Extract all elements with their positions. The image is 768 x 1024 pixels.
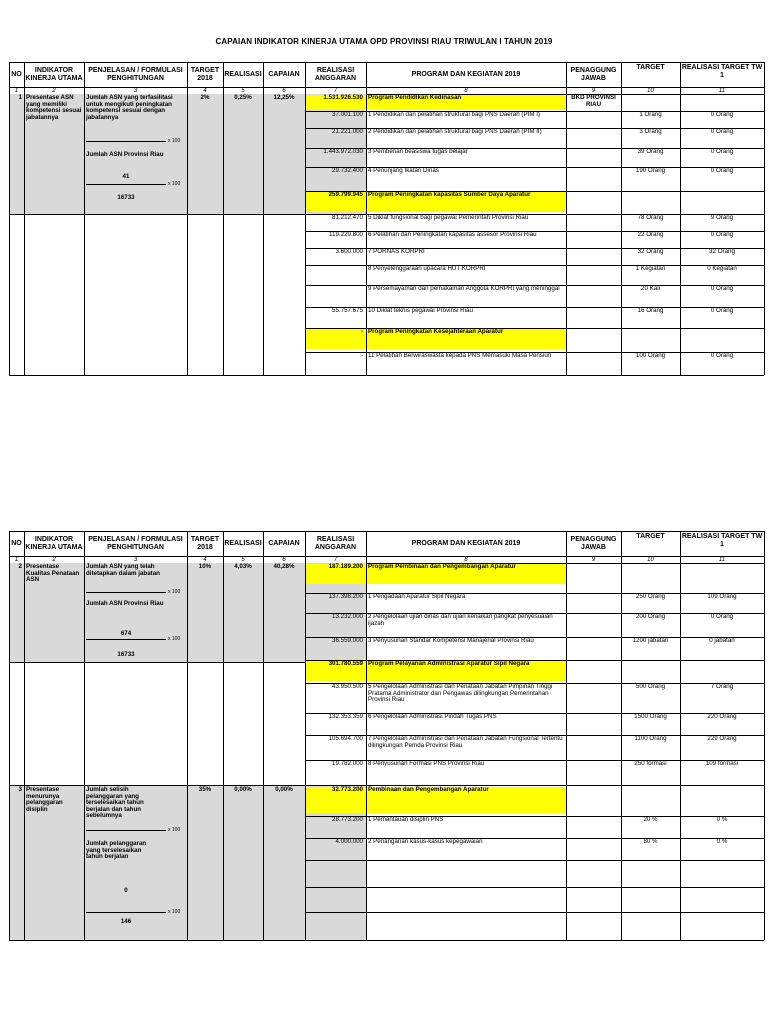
grid-line xyxy=(305,887,764,888)
t1-target: 2% xyxy=(200,94,210,101)
column-number: 6 xyxy=(282,88,286,94)
t2-anggaran-value: 132.353.359 xyxy=(328,713,363,720)
t2-target-value: 250 formasi xyxy=(634,760,667,767)
t2-anggaran-value: 13.232.000 xyxy=(332,613,363,620)
t3-program-item: 1 Pemantauan disiplin PNS xyxy=(368,816,444,823)
t1-anggaran-value: 119.229.800 xyxy=(329,231,363,238)
column-number: 8 xyxy=(464,557,468,563)
t2-target-value: 1200 jabatan xyxy=(632,637,669,644)
grid-line xyxy=(84,563,85,940)
grid-line xyxy=(764,62,765,94)
grid-line xyxy=(263,62,264,94)
t2-target-value: 1100 Orang xyxy=(634,735,667,742)
t1-target-value: 100 Orang xyxy=(635,352,666,359)
t1-realisasi-target-value: 0 Orang xyxy=(710,167,734,174)
t2-fraction-line xyxy=(86,592,166,593)
header-indikator: INDIKATOR KINERJA UTAMA xyxy=(25,536,83,551)
column-number: 2 xyxy=(52,557,56,563)
grid-line xyxy=(9,531,10,563)
t1-target-value: 3 Orang xyxy=(639,128,662,135)
t2-target-value: 200 Orang xyxy=(635,613,666,620)
grid-line xyxy=(223,94,224,375)
t3-capaian: 0,00% xyxy=(275,786,293,793)
page-title: CAPAIAN INDIKATOR KINERJA UTAMA OPD PROVINSI RIAU TRIWULAN I TAHUN 2019 xyxy=(215,37,553,46)
header-realisasi: REALISASI xyxy=(224,71,262,79)
header-realtarget: REALISASI TARGET TW 1 xyxy=(681,64,763,79)
grid-line xyxy=(9,62,10,94)
t2-capaian: 40,28% xyxy=(273,563,295,570)
grid-line xyxy=(84,62,85,94)
column-number: 1 xyxy=(14,557,19,563)
column-number: 10 xyxy=(647,557,654,563)
t1-capaian: 12,25% xyxy=(273,94,295,101)
grid-line xyxy=(621,563,622,940)
grid-line xyxy=(680,531,681,563)
t1-target-value: 32 Orang xyxy=(637,248,664,255)
t1-program-item: 2 Pendidikan dan pelatihan struktural bagi PNS Daerah (PIM II) xyxy=(368,128,542,135)
t1-anggaran-value: 37.001.100 xyxy=(332,111,363,118)
header-anggaran: REALISASI ANGGARAN xyxy=(314,67,357,82)
t1-program-item: 5 Diklat fungsional bagi pegawai Pemerintah Provinsi Riau xyxy=(368,214,529,221)
t1-program-item: Program Pendidikan Kedinasan xyxy=(368,94,462,101)
t2-no: 2 xyxy=(18,563,22,570)
t2-target-value: 1500 Orang xyxy=(634,713,667,720)
t1-realisasi-target-value: 0 Orang xyxy=(710,352,734,359)
grid-line xyxy=(9,556,764,557)
header-realtarget: REALISASI TARGET TW 1 xyxy=(681,533,763,548)
grid-line xyxy=(366,531,367,563)
grid-line xyxy=(24,94,25,375)
grid-line xyxy=(305,62,306,94)
t3-anggaran-value: 4.000.000 xyxy=(335,838,363,845)
grid-line xyxy=(305,860,764,861)
column-number: 11 xyxy=(718,557,726,563)
t1-target-value: 1 Kegiatan xyxy=(635,265,666,272)
header-penanggung: PENAGGUNG JAWAB xyxy=(570,67,617,82)
column-number: 9 xyxy=(591,557,596,563)
grid-line xyxy=(680,62,681,94)
t2-realisasi-target-value: 109 Orang xyxy=(707,593,737,600)
t2-denominator-label: Jumlah ASN Provinsi Riau xyxy=(86,600,164,607)
grid-line xyxy=(9,214,305,215)
t1-times-100: x 100 xyxy=(168,138,181,144)
header-penjelasan: PENJELASAN / FORMULASI PENGHITUNGAN xyxy=(88,67,183,82)
column-number: 7 xyxy=(333,88,338,94)
t1-realisasi-target-value: 9 Orang xyxy=(710,214,734,221)
grid-line xyxy=(366,563,367,940)
t2-anggaran-value: 19.782.000 xyxy=(332,760,363,767)
t3-no: 3 xyxy=(18,786,22,793)
header-target: TARGET 2018 xyxy=(190,67,220,82)
column-number: 7 xyxy=(333,557,338,563)
header-capaian: CAPAIAN xyxy=(268,540,300,548)
t2-target: 10% xyxy=(198,563,212,570)
t2-anggaran-value: 105.694.700 xyxy=(328,735,363,742)
t1-program-item: 10 Diklat teknis pegawai Provinsi Riau xyxy=(368,307,473,314)
grid-line xyxy=(9,940,764,941)
t1-anggaran-value: 29.732.400 xyxy=(332,167,363,174)
t1-target-value: 78 Orang xyxy=(637,214,664,221)
grid-line xyxy=(764,94,765,375)
grid-line xyxy=(366,94,367,375)
t1-target-value: 39 Orang xyxy=(637,148,664,155)
t1-target-value: 190 Orang xyxy=(635,167,666,174)
t1-realisasi-target-value: 32 Orang xyxy=(709,248,735,255)
t2-anggaran-value: 36.559.000 xyxy=(332,637,363,644)
t2-realisasi-target-value: 0 Orang xyxy=(710,613,734,620)
grid-line xyxy=(366,62,367,94)
t1-program-item: Program Peningkatan kapasitas Sumber Daya Aparatur xyxy=(368,191,531,198)
grid-line xyxy=(621,94,622,375)
column-number: 8 xyxy=(464,88,468,94)
grid-line xyxy=(223,563,224,940)
t3-realisasi-target-value: 0 % xyxy=(716,816,728,823)
grid-line xyxy=(24,563,25,940)
t1-no: 1 xyxy=(18,94,22,101)
t1-target-value: 22 Orang xyxy=(637,231,664,238)
t3-times-100-2: x 100 xyxy=(168,909,181,915)
t1-program-item: 9 Persemayaman dan pemakaman Anggota KORPRI yang meninggal xyxy=(368,285,560,292)
t1-realisasi-target-value: 0 Kegiatan xyxy=(707,265,737,272)
column-number: 5 xyxy=(241,88,245,94)
t2-fraction-line-2 xyxy=(86,639,166,640)
column-number: 3 xyxy=(133,88,138,94)
t3-anggaran-value: 28.773.200 xyxy=(332,816,363,823)
column-number: 10 xyxy=(647,88,654,94)
t2-realisasi-target-value: 7 Orang xyxy=(710,683,734,690)
t1-program-item: 3 Pemberian beasiswa tugas belajar xyxy=(368,148,468,155)
column-number: 11 xyxy=(718,88,726,94)
header-target2: TARGET xyxy=(636,533,665,540)
t1-program-item: 11 Pelatihan Berwiraswasta kepada PNS Memasuki Masa Pensiun xyxy=(368,352,552,359)
grid-line xyxy=(187,62,188,94)
t2-realisasi: 4,03% xyxy=(234,563,252,570)
t2-realisasi-target-value: 109 formasi xyxy=(705,760,739,767)
t2-program-item: Program Pelayanan Administrasi Aparatur Sipil Negara xyxy=(368,660,530,667)
grid-line xyxy=(84,94,85,375)
t3-realisasi-target-value: 0 % xyxy=(716,838,728,845)
grid-line xyxy=(9,94,10,375)
grid-line xyxy=(566,94,567,375)
t1-program-item: 7 PORNAS KORPRI xyxy=(368,248,425,255)
t1-realisasi-target-value: 0 Orang xyxy=(710,285,734,292)
column-number: 4 xyxy=(203,557,207,563)
t1-program-item: Program Peningkatan Kesejahteraan Aparatur xyxy=(368,328,504,335)
t3-denominator: 146 xyxy=(120,918,132,925)
t1-target-value: 1 Orang xyxy=(639,111,662,118)
t3-program-item: 2 Penanganan kasus-kasus kepegawaian xyxy=(368,838,483,845)
t1-denominator: 16733 xyxy=(117,194,135,201)
grid-line xyxy=(9,662,305,663)
grid-line xyxy=(187,531,188,563)
t1-realisasi-target-value: 0 Orang xyxy=(710,148,734,155)
header-capaian: CAPAIAN xyxy=(268,71,300,79)
t2-program-item: 7 Pengelolaan Administrasi dan Penataan Jabatan Fungsional Tertentu dilingkungan Pemda Provinsi Riau xyxy=(368,735,563,749)
header-target2: TARGET xyxy=(636,64,665,71)
grid-line xyxy=(9,531,764,532)
column-number: 5 xyxy=(241,557,245,563)
t3-realisasi: 0,00% xyxy=(234,786,252,793)
t1-anggaran-value: 55.757.675 xyxy=(332,307,363,314)
t1-numerator-label: Jumlah ASN yang terfasilitasi untuk mengikuti peningkatan kompetensi sesuai dengan jabatannya xyxy=(86,94,173,121)
grid-line xyxy=(305,912,764,913)
grid-line xyxy=(187,94,188,375)
t3-times-100: x 100 xyxy=(168,827,181,833)
header-penanggung: PENAGGUNG JAWAB xyxy=(570,536,617,551)
t2-program-item: 1 Pengadaan Aparatur Sipil Negara xyxy=(368,593,466,600)
t3-program-item: Pembinaan dan Pengembangan Aparatur xyxy=(368,786,489,793)
header-program: PROGRAM DAN KEGIATAN 2019 xyxy=(411,540,521,548)
grid-line xyxy=(187,563,188,940)
grid-line xyxy=(9,563,10,940)
grid-line xyxy=(223,531,224,563)
t1-realisasi-target-value: 0 Orang xyxy=(710,231,734,238)
grid-line xyxy=(566,62,567,94)
t3-fraction-line xyxy=(86,830,166,831)
column-number: 4 xyxy=(203,88,207,94)
grid-line xyxy=(764,563,765,940)
t1-anggaran-value: 21.221.000 xyxy=(332,128,363,135)
t1-program-item: 4 Penunjang Ikatan Dinas xyxy=(368,167,439,174)
t1-denominator-label: Jumlah ASN Provinsi Riau xyxy=(86,151,164,158)
grid-line xyxy=(84,531,85,563)
t1-fraction-line-2 xyxy=(86,184,166,185)
t1-indikator: Presentase ASN yang memiliki kompetensi sesuai jabatannya xyxy=(26,94,82,121)
t3-anggaran-value: 32.773.200 xyxy=(332,786,363,793)
column-number: 2 xyxy=(52,88,56,94)
grid-line xyxy=(24,531,25,563)
column-number: 6 xyxy=(282,557,286,563)
t1-realisasi: 0,25% xyxy=(234,94,252,101)
grid-line xyxy=(223,62,224,94)
column-number: 3 xyxy=(133,557,138,563)
grid-line xyxy=(764,531,765,563)
t1-anggaran-value: - xyxy=(360,328,363,335)
t2-realisasi-target-value: 229 Orang xyxy=(707,735,737,742)
t2-program-item: 3 Penyusunan Standar Kompetensi Manajerial Provinsi Riau xyxy=(368,637,534,644)
header-realisasi: REALISASI xyxy=(224,540,262,548)
grid-line xyxy=(621,531,622,563)
t3-denominator-label: Jumlah pelanggaran yang terselesaikan tahun berjalan xyxy=(86,840,147,860)
t3-numerator: 0 xyxy=(124,887,128,894)
t2-program-item: Program Pembinaan dan Pengembangan Aparatur xyxy=(368,563,516,570)
t2-program-item: 6 Pengelolaan Administrasi Pindah Tugas PNS xyxy=(368,713,497,720)
t2-realisasi-target-value: 220 Orang xyxy=(707,713,737,720)
grid-line xyxy=(305,531,306,563)
grid-line xyxy=(9,62,764,63)
t2-realisasi-target-value: 0 jabatan xyxy=(709,637,735,644)
column-number: 1 xyxy=(14,88,19,94)
t2-times-100-2: x 100 xyxy=(168,636,181,642)
t3-numerator-label: Jumlah selisih pelanggaran yang terselesaikan tahun berjalan dan tahun sebelumnya xyxy=(86,786,144,819)
t1-target-value: 20 Kali xyxy=(641,285,660,292)
grid-line xyxy=(263,563,264,940)
grid-line xyxy=(680,94,681,375)
t1-anggaran-value: 3.600.000 xyxy=(335,248,363,255)
grid-line xyxy=(305,94,306,375)
t1-anggaran-value: 1.531.926.530 xyxy=(323,94,363,101)
grid-line xyxy=(305,563,306,940)
t2-program-item: 2 Pengelolaan ujian dinas dan ujian kenaikan pangkat penyesuaian ijazah xyxy=(368,613,553,627)
t1-penanggung-jawab: BKD PROVINSI RIAU xyxy=(571,94,616,108)
t2-anggaran-value: 187.189.200 xyxy=(328,563,363,570)
t2-program-item: 8 Penyusunan Formasi PNS Provinsi Riau xyxy=(368,760,485,767)
grid-line xyxy=(621,62,622,94)
header-target: TARGET 2018 xyxy=(190,536,220,551)
t1-anggaran-value: 1.443.972.030 xyxy=(323,148,363,155)
grid-line xyxy=(263,94,264,375)
header-anggaran: REALISASI ANGGARAN xyxy=(314,536,357,551)
t1-times-100-2: x 100 xyxy=(168,181,181,187)
t1-program-item: 1 Pendidikan dan pelatihan struktural bagi PNS Daerah (PIM I) xyxy=(368,111,540,118)
t3-fraction-line-2 xyxy=(86,912,166,913)
t2-denominator: 16733 xyxy=(117,651,135,658)
t1-realisasi-target-value: 0 Orang xyxy=(710,111,734,118)
t1-numerator: 41 xyxy=(122,173,130,180)
header-penjelasan: PENJELASAN / FORMULASI PENGHITUNGAN xyxy=(88,536,183,551)
t1-realisasi-target-value: 0 Orang xyxy=(710,307,734,314)
t1-program-item: 6 Pelatihan dan Peningkatan kapasitas assesor Provinsi Riau xyxy=(368,231,537,238)
grid-line xyxy=(680,563,681,940)
grid-line xyxy=(9,87,764,88)
header-no: NO xyxy=(11,71,22,79)
t1-anggaran-value: 81.212.470 xyxy=(332,214,363,221)
column-number: 9 xyxy=(591,88,596,94)
t2-anggaran-value: 137.398.200 xyxy=(328,593,363,600)
t1-program-item: 8 Penyelenggaraan upacara HUT KORPRI xyxy=(368,265,486,272)
t3-indikator: Presentase menurunya pelanggaran disiplin xyxy=(26,786,63,813)
grid-line xyxy=(24,62,25,94)
grid-line xyxy=(566,563,567,940)
grid-line xyxy=(566,531,567,563)
t1-anggaran-value: - xyxy=(360,352,363,359)
header-indikator: INDIKATOR KINERJA UTAMA xyxy=(25,67,83,82)
t2-anggaran-value: 43.950.500 xyxy=(332,683,363,690)
t3-target: 35% xyxy=(198,786,212,793)
grid-line xyxy=(263,531,264,563)
t2-target-value: 250 Orang xyxy=(635,593,666,600)
t3-target-value: 80 % xyxy=(643,838,658,845)
t2-numerator-label: Jumlah ASN yang telah ditetapkan dalam jabatan xyxy=(86,563,160,577)
t2-indikator: Presentase Kualitas Penataan ASN xyxy=(26,563,80,583)
header-program: PROGRAM DAN KEGIATAN 2019 xyxy=(411,71,521,79)
t2-anggaran-value: 301.780.559 xyxy=(328,660,363,667)
header-no: NO xyxy=(11,540,22,548)
t2-program-item: 5 Pengelolaan Administrasi dan Penataan Jabatan Pimpinan Tinggi Pratama Administrator dan Pengawas dilingkungan Pemerintahan Provinsi Riau xyxy=(368,683,553,703)
t2-times-100: x 100 xyxy=(168,589,181,595)
grid-line xyxy=(9,375,764,376)
t1-target-value: 16 Orang xyxy=(637,307,664,314)
t1-anggaran-value: 259.799.945 xyxy=(328,191,363,198)
t2-numerator: 674 xyxy=(120,630,132,637)
t2-target-value: 500 Orang xyxy=(635,683,666,690)
t3-target-value: 20 % xyxy=(643,816,658,823)
t1-fraction-line xyxy=(86,141,166,142)
t1-realisasi-target-value: 0 Orang xyxy=(710,128,734,135)
